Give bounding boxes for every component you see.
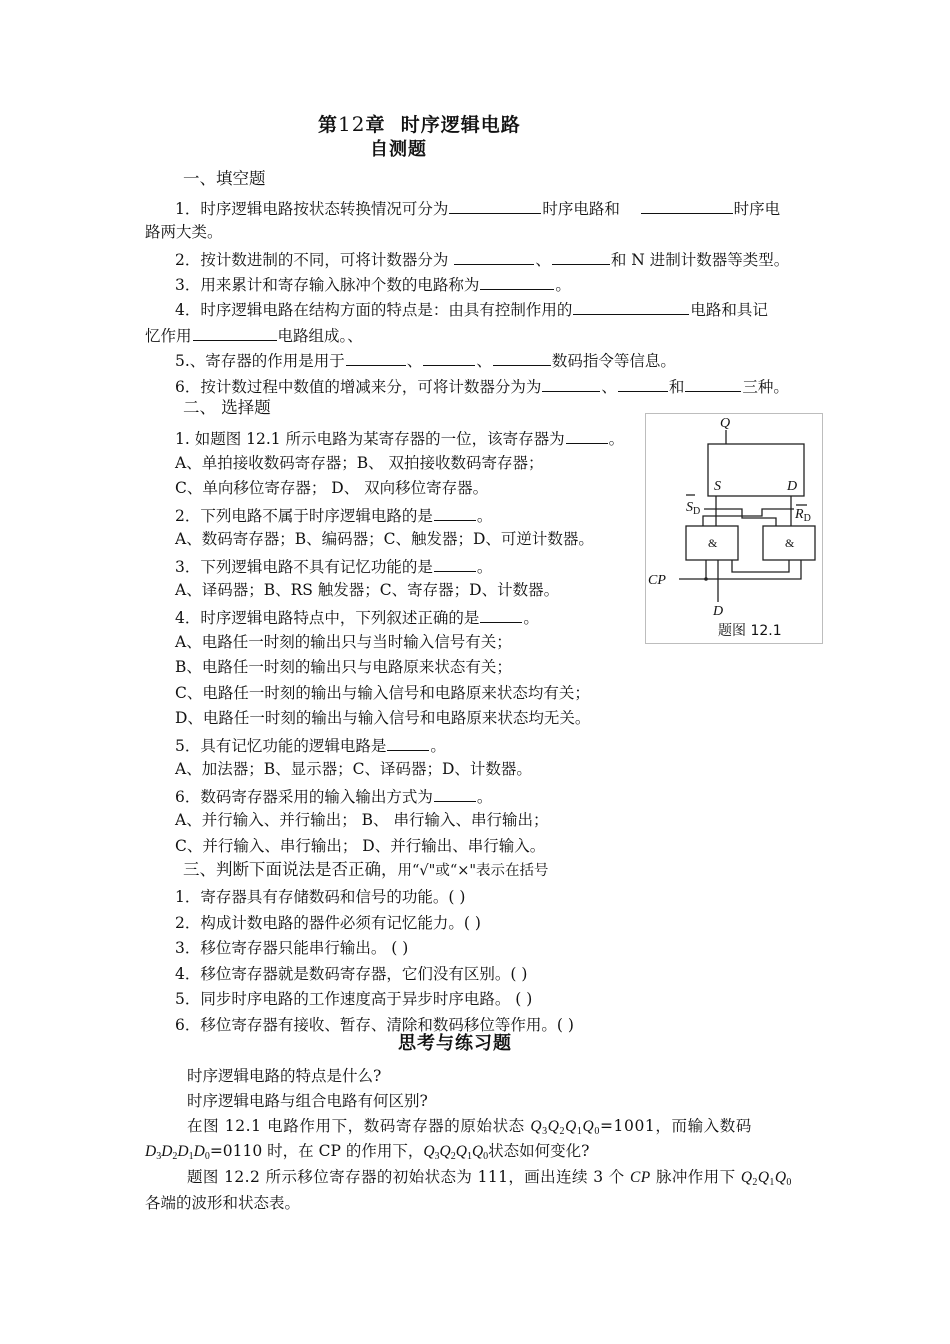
chapter-title <box>318 110 521 137</box>
d: D <box>145 1143 157 1160</box>
text: 3．下列逻辑电路不具有记忆功能的是 <box>175 558 433 576</box>
text: 3．用来累计和寄存输入脉冲个数的电路称为 <box>175 276 480 294</box>
blank <box>387 734 429 751</box>
s4-p3-line1 <box>187 1116 752 1142</box>
text: 5.、寄存器的作用是用于 <box>175 352 345 370</box>
s4-p4-line1 <box>187 1167 792 1193</box>
q: Q <box>530 1118 543 1135</box>
s1-q4-line1 <box>175 298 768 320</box>
register-circuit-diagram <box>646 414 822 643</box>
sub: 2 <box>559 1126 566 1137</box>
text: 忆作用 <box>145 327 192 345</box>
s1-q2 <box>175 248 789 270</box>
sub: 3 <box>542 1126 548 1137</box>
sub: 0 <box>204 1151 210 1162</box>
text: 。 <box>523 609 539 627</box>
text: 三种。 <box>742 378 789 396</box>
s2-q6-optA: A、并行输入、并行输出； B、 串行输入、串行输出； <box>175 811 549 829</box>
s3-q6: 6．移位寄存器有接收、暂存、清除和数码移位等作用。( ) <box>175 1016 574 1034</box>
text: 脉冲作用下 <box>655 1168 736 1186</box>
s2-q6 <box>175 785 492 807</box>
blank <box>480 273 554 290</box>
sd-main: S <box>686 500 693 515</box>
text: 。 <box>476 558 493 576</box>
s2-q4-optB: B、电路任一时刻的输出只与电路原来状态有关； <box>175 658 512 676</box>
text: 1．时序逻辑电路按状态转换情况可分为 <box>175 200 449 218</box>
blank <box>685 375 741 392</box>
q: Q <box>757 1169 770 1186</box>
sub: 2 <box>172 1151 178 1162</box>
chapter-suffix: 章 <box>365 114 386 136</box>
sub: 3 <box>156 1151 162 1162</box>
text: 电路和具记 <box>690 301 768 319</box>
text: 5．具有记忆功能的逻辑电路是 <box>175 737 387 755</box>
text: 6．按计数过程中数值的增减来分，可将计数器分为为 <box>175 378 542 396</box>
d: D <box>193 1143 205 1160</box>
blank <box>346 349 406 366</box>
section2-heading: 二、 选择题 <box>183 398 271 417</box>
s3-q1: 1．寄存器具有存储数码和信号的功能。( ) <box>175 888 466 906</box>
figure-caption: 题图 12.1 <box>718 623 782 639</box>
q: Q <box>582 1118 595 1135</box>
s1-q4-line2 <box>145 324 363 346</box>
label-q: Q <box>720 416 731 431</box>
text: 1. 如题图 12.1 所示电路为某寄存器的一位，该寄存器为 <box>175 430 565 448</box>
figure-12-1 <box>645 413 823 644</box>
text: 。 <box>476 507 493 525</box>
sub: 2 <box>752 1177 758 1188</box>
s3-q2: 2．构成计数电路的器件必须有记忆能力。( ) <box>175 914 481 932</box>
s4-p4-line2: 各端的波形和状态表。 <box>145 1194 301 1212</box>
s2-q1-optA: A、单拍接收数码寄存器；B、 双拍接收数码寄存器； <box>175 454 544 472</box>
junction-dot <box>704 577 708 581</box>
section3-heading <box>183 860 549 881</box>
rd-main: R <box>795 507 804 522</box>
sub: 0 <box>594 1126 600 1137</box>
sub: 3 <box>434 1151 440 1162</box>
blank <box>454 248 534 265</box>
label-cp: CP <box>648 573 666 588</box>
q: Q <box>439 1143 451 1160</box>
text: 三、判断下面说法是否正确， <box>183 860 398 879</box>
text: CP <box>630 1169 651 1186</box>
q: Q <box>471 1143 484 1160</box>
sub: 1 <box>466 1151 472 1162</box>
q-seq <box>530 1118 600 1135</box>
s2-q5 <box>175 734 446 756</box>
d: D <box>161 1143 173 1160</box>
s1-q3 <box>175 273 571 295</box>
s2-q5-opts: A、加法器；B、显示器；C、译码器；D、计数器。 <box>175 760 532 778</box>
q: Q <box>565 1118 577 1135</box>
text: 在图 12.1 电路作用下，数码寄存器的原始状态 <box>187 1117 525 1135</box>
label-d: D <box>787 479 798 494</box>
blank <box>493 349 551 366</box>
text: 。 <box>608 430 625 448</box>
label-sd <box>686 500 700 517</box>
text: 。 <box>476 788 493 806</box>
section4-heading: 思考与练习题 <box>398 1033 512 1054</box>
s2-q1 <box>175 427 624 449</box>
sd-sub: D <box>693 506 701 517</box>
q: Q <box>423 1143 435 1160</box>
rd-sub: D <box>803 513 811 524</box>
s2-q3 <box>175 555 492 577</box>
label-s: S <box>714 479 721 494</box>
s1-q1-line1 <box>175 197 780 219</box>
blank <box>566 427 608 444</box>
s3-q4: 4．移位寄存器就是数码寄存器，它们没有区别。( ) <box>175 965 528 983</box>
d: D <box>177 1143 189 1160</box>
text: 2．按计数进制的不同，可将计数器分为 <box>175 251 449 269</box>
blank <box>449 197 541 214</box>
sub: 1 <box>576 1126 583 1137</box>
s4-p3-line2 <box>145 1141 589 1167</box>
text: 、 <box>601 378 617 396</box>
sub: 0 <box>786 1177 792 1188</box>
text: 2．下列电路不属于时序逻辑电路的是 <box>175 507 433 525</box>
s2-q2-opts: A、数码寄存器；B、编码器；C、触发器；D、可逆计数器。 <box>175 530 594 548</box>
q: Q <box>547 1118 560 1135</box>
s2-q4-optD: D、电路任一时刻的输出与输入信号和电路原来状态均无关。 <box>175 709 591 727</box>
section1-heading: 一、填空题 <box>183 169 266 188</box>
text: 4．时序逻辑电路特点中，下列叙述正确的是 <box>175 609 480 627</box>
text: 电路组成。、 <box>277 327 363 345</box>
blank <box>542 375 600 392</box>
s2-q4 <box>175 606 539 628</box>
label-d-out: D <box>713 604 724 619</box>
text: 、 <box>535 251 551 269</box>
text: 时序电 <box>733 200 781 218</box>
text: 用“√"或“×"表示在括号 <box>397 863 549 879</box>
and-symbol-left: & <box>708 536 718 550</box>
chapter-number: 12 <box>338 112 366 136</box>
s4-p2: 时序逻辑电路与组合电路有何区别? <box>187 1092 428 1110</box>
q: Q <box>740 1169 753 1186</box>
text: 和 <box>668 378 685 396</box>
text: 4．时序逻辑电路在结构方面的特点是：由具有控制作用的 <box>175 301 573 319</box>
s2-q4-optC: C、电路任一时刻的输出与输入信号和电路原来状态均有关； <box>175 684 590 702</box>
subtitle: 自测题 <box>370 139 427 160</box>
q: Q <box>774 1169 787 1186</box>
blank <box>434 785 476 802</box>
blank <box>641 197 733 214</box>
blank <box>480 606 522 623</box>
s1-q5 <box>175 349 676 371</box>
sub: 0 <box>483 1151 489 1162</box>
s4-p1: 时序逻辑电路的特点是什么? <box>187 1067 382 1085</box>
text: =0110 时，在 CP 的作用下， <box>209 1142 424 1160</box>
blank <box>618 375 668 392</box>
blank <box>193 324 277 341</box>
label-rd <box>794 507 811 524</box>
text: 数码指令等信息。 <box>551 352 676 370</box>
s3-q5: 5．同步时序电路的工作速度高于异步时序电路。 ( ) <box>175 990 533 1008</box>
blank <box>423 349 475 366</box>
text: 时序电路和 <box>542 200 620 218</box>
text: 题图 12.2 所示移位寄存器的初始状态为 111，画出连续 3 个 <box>187 1168 625 1186</box>
s2-q6-optC: C、并行输入、串行输出； D、并行输出、串行输入。 <box>175 837 546 855</box>
text: =1001，而输入数码 <box>599 1117 752 1135</box>
chapter-name: 时序逻辑电路 <box>400 114 521 136</box>
blank <box>573 298 689 315</box>
text: 、 <box>476 352 492 370</box>
q-seq <box>423 1143 488 1160</box>
s2-q2 <box>175 504 492 526</box>
text: 。 <box>430 737 446 755</box>
s2-q1-optC: C、单向移位寄存器； D、 双向移位寄存器。 <box>175 479 489 497</box>
s2-q3-opts: A、译码器；B、RS 触发器；C、寄存器；D、计数器。 <box>175 581 560 599</box>
blank <box>434 504 476 521</box>
text: 和 N 进制计数器等类型。 <box>610 251 790 269</box>
sub: 1 <box>769 1177 775 1188</box>
sub: 1 <box>188 1151 194 1162</box>
text: 6．数码寄存器采用的输入输出方式为 <box>175 788 433 806</box>
s1-q1-line2: 路两大类。 <box>145 223 223 241</box>
d-seq <box>145 1143 210 1160</box>
q: Q <box>455 1143 467 1160</box>
and-symbol-right: & <box>785 536 795 550</box>
s2-q4-optA: A、电路任一时刻的输出只与当时输入信号有关； <box>175 633 512 651</box>
chapter-prefix: 第 <box>318 114 339 136</box>
s1-q6 <box>175 375 789 397</box>
q-seq <box>741 1169 792 1186</box>
blank <box>434 555 476 572</box>
text: 状态如何变化? <box>488 1142 590 1160</box>
text: 、 <box>406 352 423 370</box>
sub: 2 <box>450 1151 456 1162</box>
blank <box>552 248 610 265</box>
s3-q3: 3．移位寄存器只能串行输出。 ( ) <box>175 939 409 957</box>
text: 。 <box>555 276 571 294</box>
